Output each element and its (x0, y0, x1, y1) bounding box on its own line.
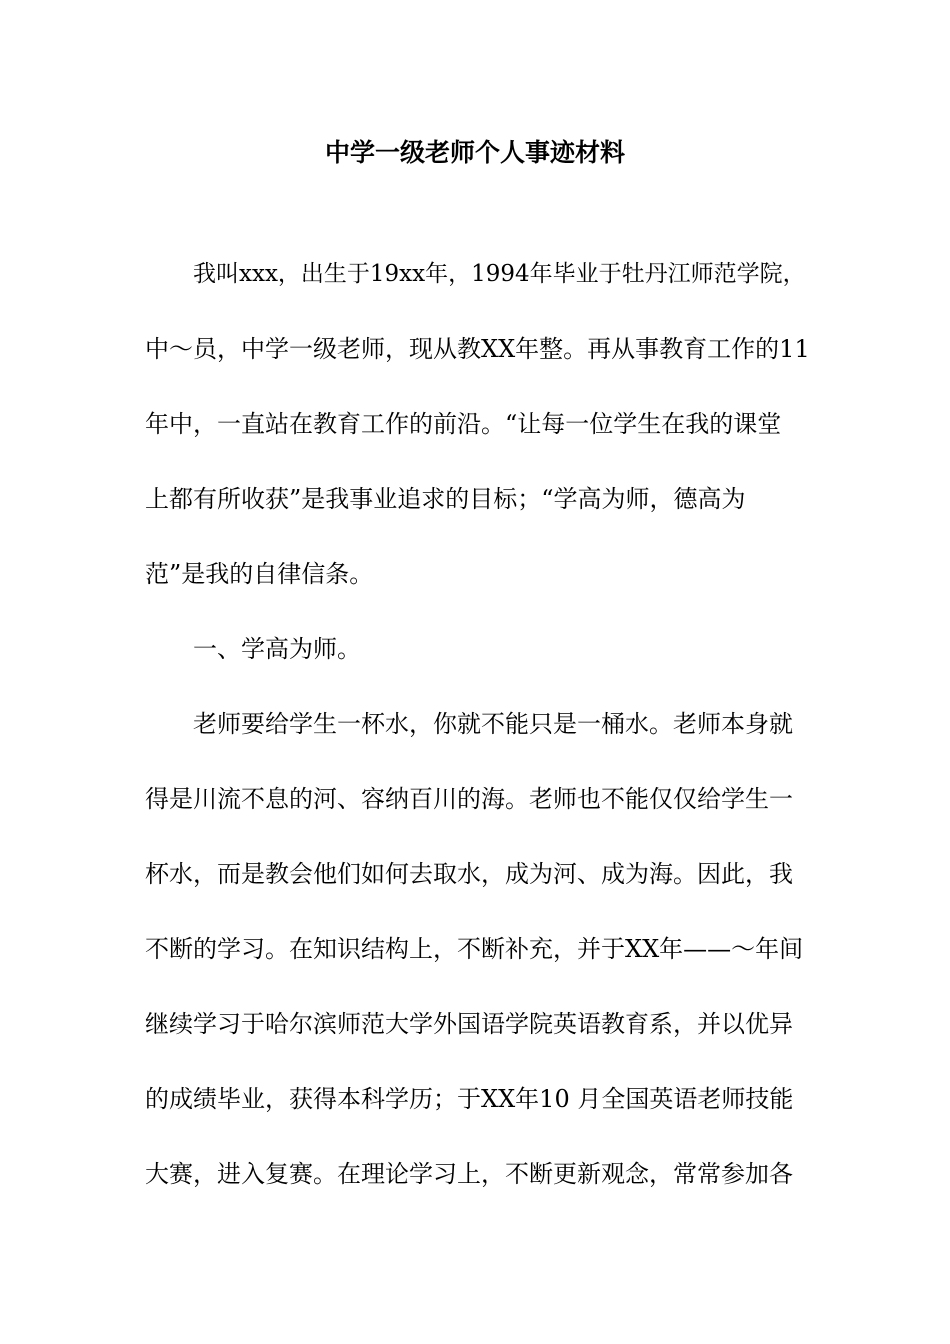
paragraph-line: 杯水，而是教会他们如何去取水，成为河、成为海。因此，我 (145, 860, 793, 888)
paragraph-line: 中～员，中学一级老师，现从教XX年整。再从事教育工作的11 (145, 335, 810, 363)
document-title: 中学一级老师个人事迹材料 (324, 138, 625, 167)
paragraph-line: 得是川流不息的河、容纳百川的海。老师也不能仅仅给学生一 (145, 785, 793, 813)
paragraph-line: 上都有所收获”是我事业追求的目标；“学高为师，德高为 (145, 485, 746, 513)
section-heading: 一、学高为师。 (193, 635, 361, 663)
paragraph-line: 继续学习于哈尔滨师范大学外国语学院英语教育系，并以优异 (145, 1010, 793, 1038)
paragraph-line: 老师要给学生一杯水，你就不能只是一桶水。老师本身就 (193, 710, 793, 738)
paragraph-line: 的成绩毕业，获得本科学历；于XX年10 月全国英语老师技能 (145, 1085, 794, 1113)
paragraph-line: 大赛，进入复赛。在理论学习上，不断更新观念，常常参加各 (145, 1160, 793, 1188)
paragraph-line: 我叫xxx，出生于19xx年，1994年毕业于牡丹江师范学院， (193, 261, 806, 287)
paragraph-line: 不断的学习。在知识结构上，不断补充，并于XX年——～年间 (145, 935, 804, 963)
paragraph-line: 范”是我的自律信条。 (145, 560, 374, 588)
paragraph-line: 年中，一直站在教育工作的前沿。“让每一位学生在我的课堂 (145, 410, 782, 438)
